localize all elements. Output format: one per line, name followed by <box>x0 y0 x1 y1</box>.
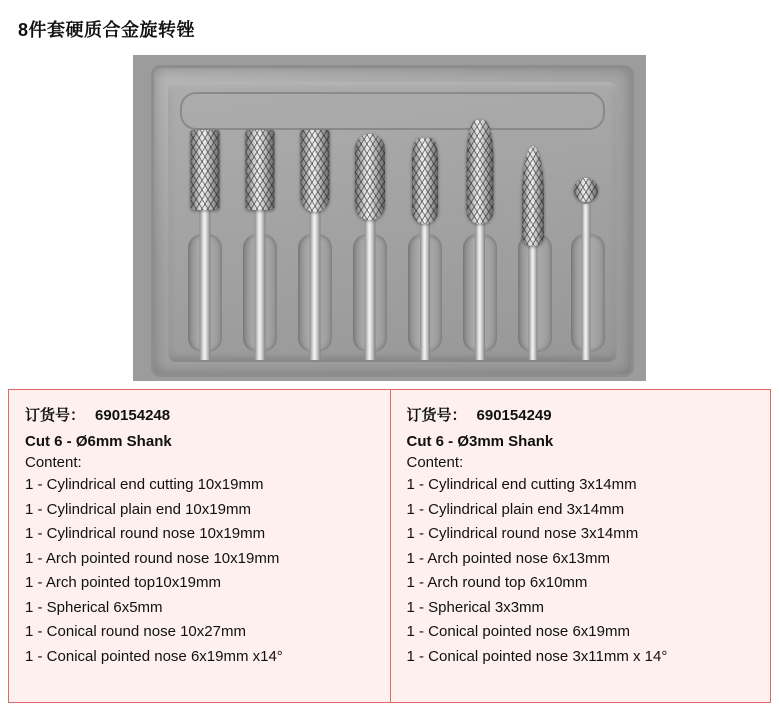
burr-shank <box>200 206 211 360</box>
order-number-label: 订货号： <box>25 407 86 424</box>
list-item: 1 - Spherical 6x5mm <box>25 598 163 616</box>
list-item: 1 - Cylindrical end cutting 3x14mm <box>406 476 637 493</box>
order-number-label: 订货号： <box>406 407 467 424</box>
tray-lip <box>180 92 605 130</box>
burr-head <box>412 138 438 224</box>
content-list <box>25 473 374 669</box>
spec-column-3mm <box>390 390 771 702</box>
order-number-value: 690154248 <box>95 407 171 424</box>
burr-cylindrical-round-nose <box>298 130 332 360</box>
burr-shank <box>529 244 538 360</box>
list-item: 1 - Conical pointed nose 6x19mm x14° <box>25 647 283 665</box>
burr-shank <box>582 204 591 360</box>
content-list <box>407 473 755 669</box>
specification-panel <box>8 389 771 703</box>
burr-shank <box>255 206 266 360</box>
list-item: 1 - Cylindrical plain end 10x19mm <box>25 500 251 518</box>
list-item: 1 - Cylindrical end cutting 10x19mm <box>25 476 264 493</box>
burr-head <box>522 146 544 246</box>
list-item: 1 - Conical pointed nose 3x11mm x 14° <box>406 647 668 665</box>
list-item: 1 - Arch pointed top10x19mm <box>25 574 221 591</box>
list-item: 1 - Conical pointed nose 6x19mm <box>406 623 630 640</box>
spec-column-6mm <box>9 390 390 702</box>
burr-arch-pointed-top <box>408 130 442 360</box>
list-item: 1 - Spherical 3x3mm <box>406 598 545 616</box>
burr-spherical <box>569 178 603 360</box>
list-item: 1 - Cylindrical round nose 10x19mm <box>25 525 266 542</box>
burr-shank <box>475 220 485 360</box>
burr-shank <box>365 216 376 360</box>
product-image <box>133 55 646 381</box>
cut-spec: Cut 6 - Ø3mm Shank <box>406 433 554 450</box>
order-number-row <box>25 404 374 425</box>
burr-head <box>191 130 220 210</box>
burr-shank <box>420 222 430 360</box>
burr-cylindrical-plain-end <box>243 130 277 360</box>
burr-arch-pointed-round-nose <box>353 130 387 360</box>
list-item: 1 - Conical round nose 10x27mm <box>25 623 246 640</box>
order-number-value: 690154249 <box>476 407 552 424</box>
burr-head <box>355 134 385 220</box>
burr-conical-round-nose <box>463 120 497 360</box>
plastic-tray <box>151 65 634 377</box>
burr-head <box>246 130 275 210</box>
page-title: 8件套硬质合金旋转锉 <box>18 20 196 40</box>
order-number-row <box>407 404 755 425</box>
burr-head <box>301 130 330 212</box>
list-item: 1 - Cylindrical round nose 3x14mm <box>406 525 639 542</box>
burr-conical-pointed-nose <box>516 140 550 360</box>
burr-head <box>574 178 598 202</box>
burr-head <box>467 120 494 224</box>
list-item: 1 - Arch pointed nose 6x13mm <box>406 549 610 567</box>
burr-shank <box>310 208 321 360</box>
content-label: Content: <box>25 454 82 471</box>
burr-cylindrical-end-cutting <box>188 130 222 360</box>
list-item: 1 - Arch round top 6x10mm <box>406 574 588 591</box>
list-item: 1 - Arch pointed round nose 10x19mm <box>25 549 280 567</box>
list-item: 1 - Cylindrical plain end 3x14mm <box>406 500 625 518</box>
content-label: Content: <box>406 454 464 471</box>
cut-spec: Cut 6 - Ø6mm Shank <box>25 433 172 450</box>
